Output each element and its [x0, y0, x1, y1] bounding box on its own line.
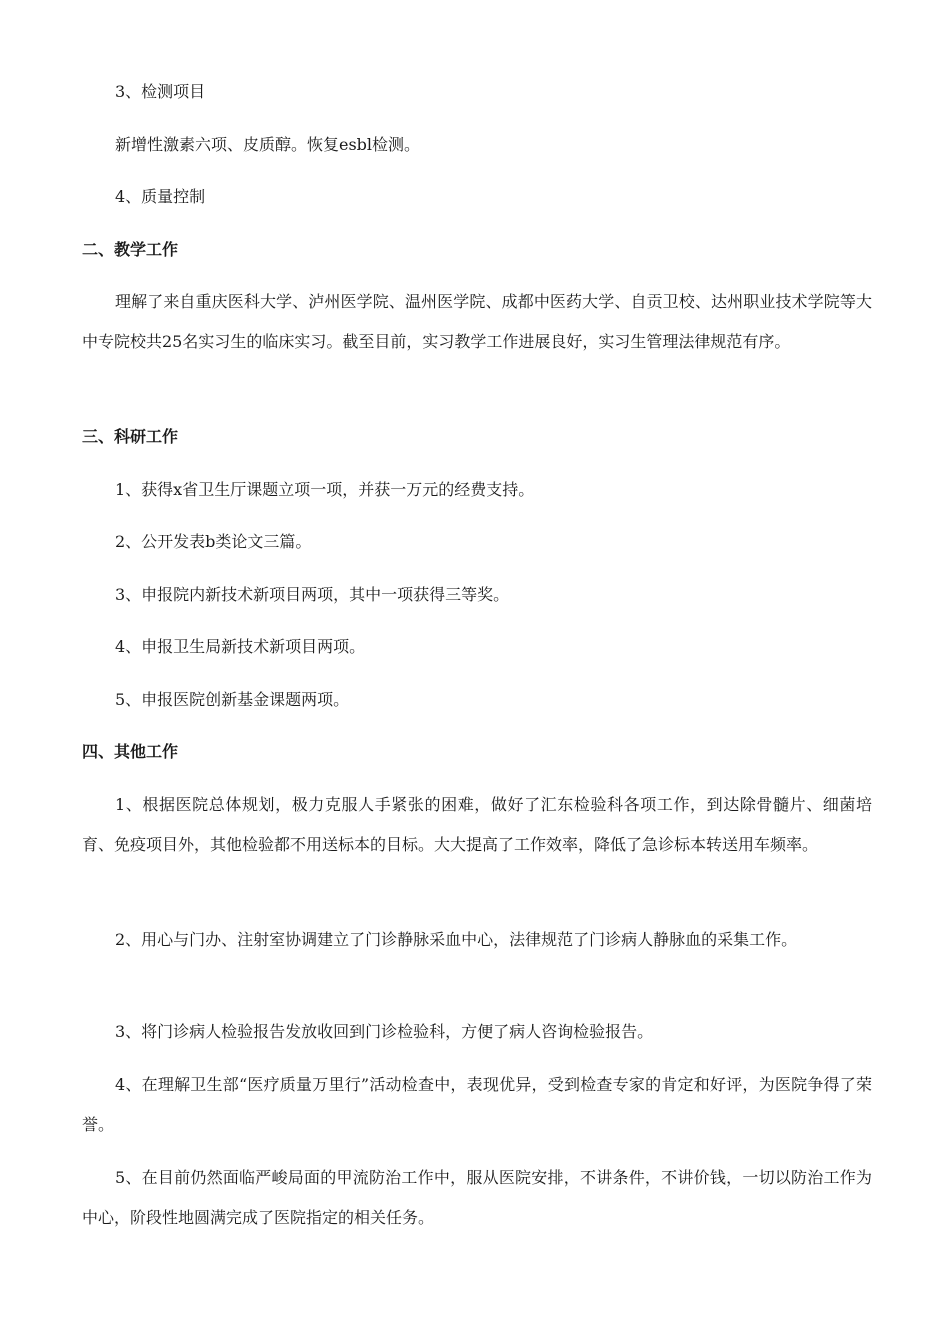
research-item-5: 5、申报医院创新基金课题两项。 [115, 690, 350, 709]
other-item-3: 3、将门诊病人检验报告发放收回到门诊检验科，方便了病人咨询检验报告。 [115, 1022, 654, 1041]
teaching-paragraph: 理解了来自重庆医科大学、泸州医学院、温州医学院、成都中医药大学、自贡卫校、达州职业技术学院等大中专院校共25名实习生的临床实习。截至目前，实习教学工作进展良好，实习生管理法律规范有序。 [82, 292, 872, 351]
other-item-5: 5、在目前仍然面临严峻局面的甲流防治工作中，服从医院安排，不讲条件，不讲价钱，一切以防治工作为中心，阶段性地圆满完成了医院指定的相关任务。 [82, 1168, 872, 1227]
other-item-4: 4、在理解卫生部“医疗质量万里行”活动检查中，表现优异，受到检查专家的肯定和好评，为医院争得了荣誉。 [82, 1075, 872, 1134]
research-item-4: 4、申报卫生局新技术新项目两项。 [115, 637, 366, 656]
other-item-1: 1、根据医院总体规划，极力克服人手紧张的困难，做好了汇东检验科各项工作，到达除骨髓片、细菌培育、免疫项目外，其他检验都不用送标本的目标。大大提高了工作效率，降低了急诊标本转送用车频率。 [82, 795, 872, 854]
other-heading: 四、其他工作 [82, 742, 179, 761]
research-item-1: 1、获得x省卫生厅课题立项一项，并获一万元的经费支持。 [115, 480, 535, 499]
research-item-2: 2、公开发表b类论文三篇。 [115, 532, 312, 551]
item-detection-title: 3、检测项目 [115, 82, 206, 101]
item-detection-body: 新增性激素六项、皮质醇。恢复esbl检测。 [115, 135, 421, 154]
research-item-3: 3、申报院内新技术新项目两项，其中一项获得三等奖。 [115, 585, 510, 604]
other-item-2: 2、用心与门办、注射室协调建立了门诊静脉采血中心，法律规范了门诊病人静脉血的采集工作。 [115, 930, 798, 949]
item-quality-title: 4、质量控制 [115, 187, 206, 206]
teaching-heading: 二、教学工作 [82, 240, 179, 259]
research-heading: 三、科研工作 [82, 427, 179, 446]
